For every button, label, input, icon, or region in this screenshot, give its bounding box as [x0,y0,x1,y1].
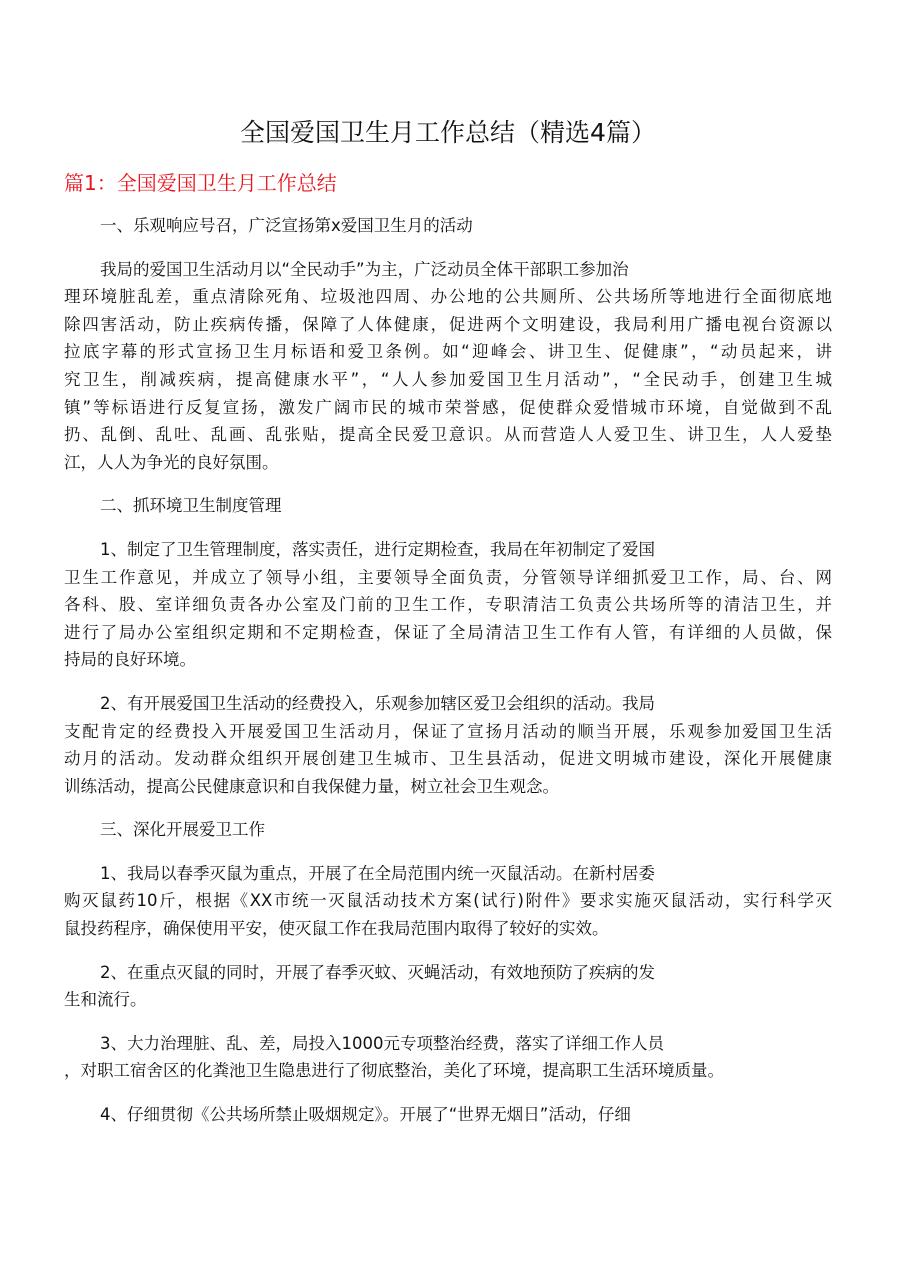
text-line: 二、抓环境卫生制度管理 [100,496,282,516]
text-line: 鼠投药程序，确保使用平安，使灭鼠工作在我局范围内取得了较好的实效。 [64,919,609,939]
text-line: 镇”等标语进行反复宣扬，激发广阔市民的城市荣誉感，促使群众爱惜城市环境，自觉做到不乱 [64,397,832,417]
text-line: 拉底字幕的形式宣扬卫生月标语和爱卫条例。如“迎峰会、讲卫生、促健康”，“动员起来，讲 [64,342,832,362]
text-line: 动月的活动。发动群众组织开展创建卫生城市、卫生县活动，促进文明城市建设，深化开展健康 [64,749,832,769]
paragraph [64,1101,832,1129]
text-line: 1、制定了卫生管理制度，落实责任，进行定期检查，我局在年初制定了爱国 [100,539,655,559]
document-title: 全国爱国卫生月工作总结（精选4篇） [240,118,656,147]
text-line: 4、仔细贯彻《公共场所禁止吸烟规定》。开展了“世界无烟日”活动，仔细 [100,1105,631,1125]
text-line: 2、在重点灭鼠的同时，开展了春季灭蚊、灭蝇活动，有效地预防了疾病的发 [100,962,655,982]
text-line: 持局的良好环境。 [64,650,196,670]
subheading [64,492,832,520]
text-line: 进行了局办公室组织定期和不定期检查，保证了全局清洁卫生工作有人管，有详细的人员做，保 [64,622,832,642]
text-line: 究卫生，削减疾病，提高健康水平”，“人人参加爱国卫生月活动”，“全民动手，创建卫生城 [64,369,832,389]
subheading [64,816,832,844]
paragraph [64,959,832,1014]
text-line: 3、大力治理脏、乱、差，局投入1000元专项整治经费，落实了详细工作人员 [100,1033,664,1053]
text-line: 1、我局以春季灭鼠为重点，开展了在全局范围内统一灭鼠活动。在新村居委 [100,863,655,883]
document [64,116,832,1145]
text-line: 江，人人为争光的良好氛围。 [64,452,279,472]
text-line: 除四害活动，防止疾病传播，保障了人体健康，促进两个文明建设，我局利用广播电视台资源以 [64,314,832,334]
paragraph [64,256,832,477]
paragraph [64,1030,832,1085]
text-line: ，对职工宿舍区的化粪池卫生隐患进行了彻底整治，美化了环境，提高职工生活环境质量。 [64,1061,724,1081]
section-heading: 篇1：全国爱国卫生月工作总结 [64,171,337,195]
text-line: 各科、股、室详细负责各办公室及门前的卫生工作，专职清洁工负责公共场所等的清洁卫生，并 [64,595,832,615]
text-line: 三、深化开展爱卫工作 [100,820,265,840]
text-line: 我局的爱国卫生活动月以“全民动手”为主，广泛动员全体干部职工参加治 [100,259,629,279]
text-line: 卫生工作意见，并成立了领导小组，主要领导全面负责，分管领导详细抓爱卫工作，局、台、网 [64,567,832,587]
paragraph [64,690,832,800]
document-body [64,212,832,1129]
paragraph [64,860,832,943]
subheading [64,212,832,240]
text-line: 支配肯定的经费投入开展爱国卫生活动月，保证了宣扬月活动的顺当开展，乐观参加爱国卫生活 [64,721,832,741]
text-line: 理环境脏乱差，重点清除死角、垃圾池四周、办公地的公共厕所、公共场所等地进行全面彻底地 [64,287,832,307]
text-line: 一、乐观响应号召，广泛宣扬第x爱国卫生月的活动 [100,216,473,235]
text-line: 训练活动，提高公民健康意识和自我保健力量，树立社会卫生观念。 [64,776,559,796]
text-line: 2、有开展爱国卫生活动的经费投入，乐观参加辖区爱卫会组织的活动。我局 [100,693,655,713]
paragraph [64,536,832,674]
text-line: 生和流行。 [64,990,147,1010]
text-line: 扔、乱倒、乱吐、乱画、乱张贴，提高全民爱卫意识。从而营造人人爱卫生、讲卫生，人人爱垫 [64,425,832,445]
text-line: 购灭鼠药10斤，根据《XX市统一灭鼠活动技术方案(试行)附件》要求实施灭鼠活动，实行科学灭 [64,891,832,911]
